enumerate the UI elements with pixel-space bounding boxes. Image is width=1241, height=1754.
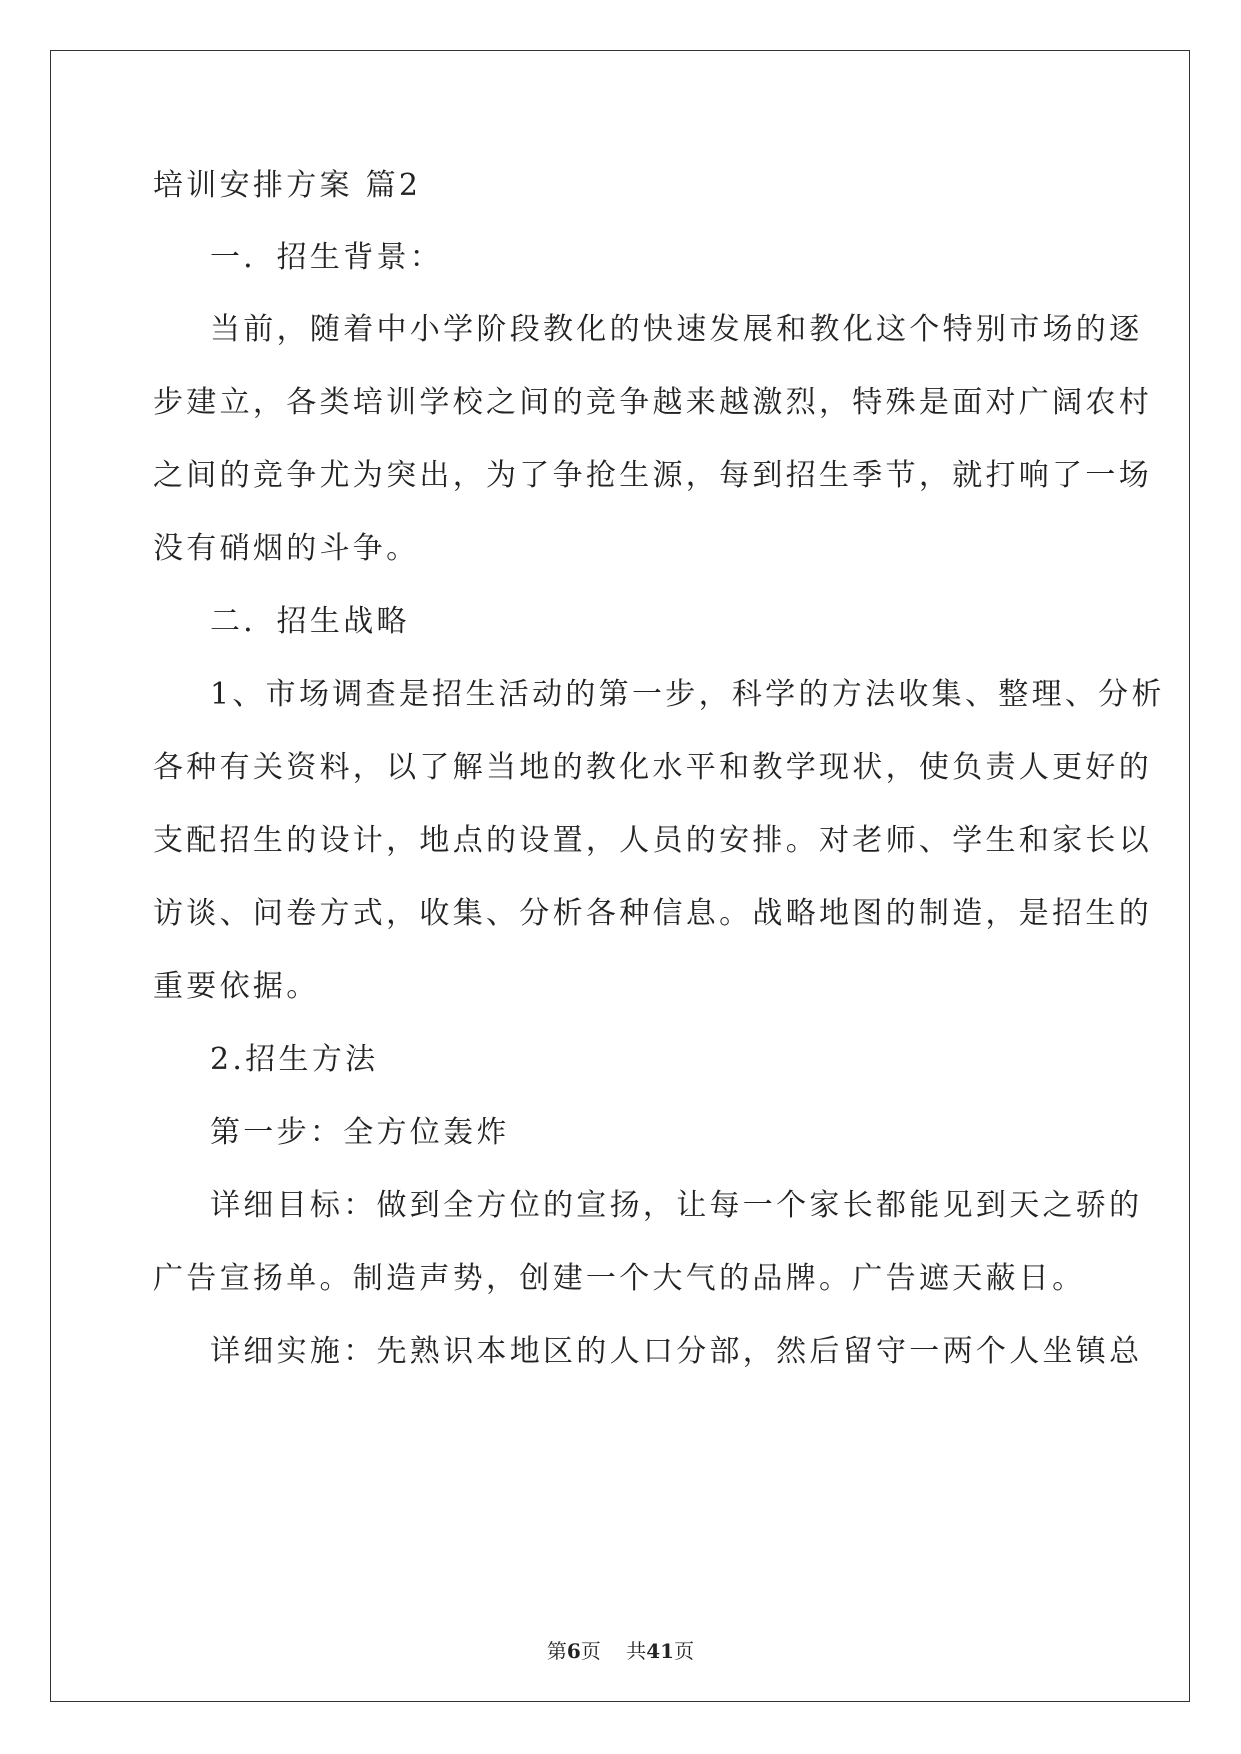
- paragraph-line: 支配招生的设计，地点的设置，人员的安排。对老师、学生和家长以: [153, 823, 1152, 858]
- heading-2: 二．招生战略: [210, 604, 410, 639]
- paragraph-line: 详细实施：先熟识本地区的人口分部，然后留守一两个人坐镇总: [210, 1334, 1143, 1369]
- paragraph-line: 没有硝烟的斗争。: [153, 531, 420, 566]
- paragraph-line: 广告宣扬单。制造声势，创建一个大气的品牌。广告遮天蔽日。: [153, 1261, 1086, 1296]
- page-prefix: 第: [546, 1639, 567, 1663]
- page-number: 6: [566, 1639, 581, 1663]
- paragraph-line: 重要依据。: [153, 969, 320, 1004]
- total-prefix: 共: [626, 1639, 647, 1663]
- page-footer: [0, 1635, 1241, 1664]
- paragraph-line: 访谈、问卷方式，收集、分析各种信息。战略地图的制造，是招生的: [153, 896, 1152, 931]
- page-suffix: 页: [580, 1639, 601, 1663]
- paragraph-line: 当前，随着中小学阶段教化的快速发展和教化这个特别市场的逐: [210, 312, 1143, 347]
- paragraph-line: 1、市场调查是招生活动的第一步，科学的方法收集、整理、分析: [210, 677, 1165, 712]
- section-title: 培训安排方案 篇2: [153, 168, 422, 203]
- total-pages: 41: [646, 1639, 675, 1663]
- subheading: 2.招生方法: [210, 1042, 379, 1077]
- paragraph-line: 步建立，各类培训学校之间的竞争越来越激烈，特殊是面对广阔农村: [153, 385, 1152, 420]
- heading-1: 一．招生背景：: [210, 240, 444, 275]
- paragraph-line: 之间的竞争尤为突出，为了争抢生源，每到招生季节，就打响了一场: [153, 458, 1152, 493]
- paragraph-line: 各种有关资料，以了解当地的教化水平和教学现状，使负责人更好的: [153, 750, 1152, 785]
- subheading: 第一步：全方位轰炸: [210, 1115, 510, 1150]
- page-border: [50, 50, 1190, 1702]
- total-suffix: 页: [674, 1639, 695, 1663]
- paragraph-line: 详细目标：做到全方位的宣扬，让每一个家长都能见到天之骄的: [210, 1188, 1143, 1223]
